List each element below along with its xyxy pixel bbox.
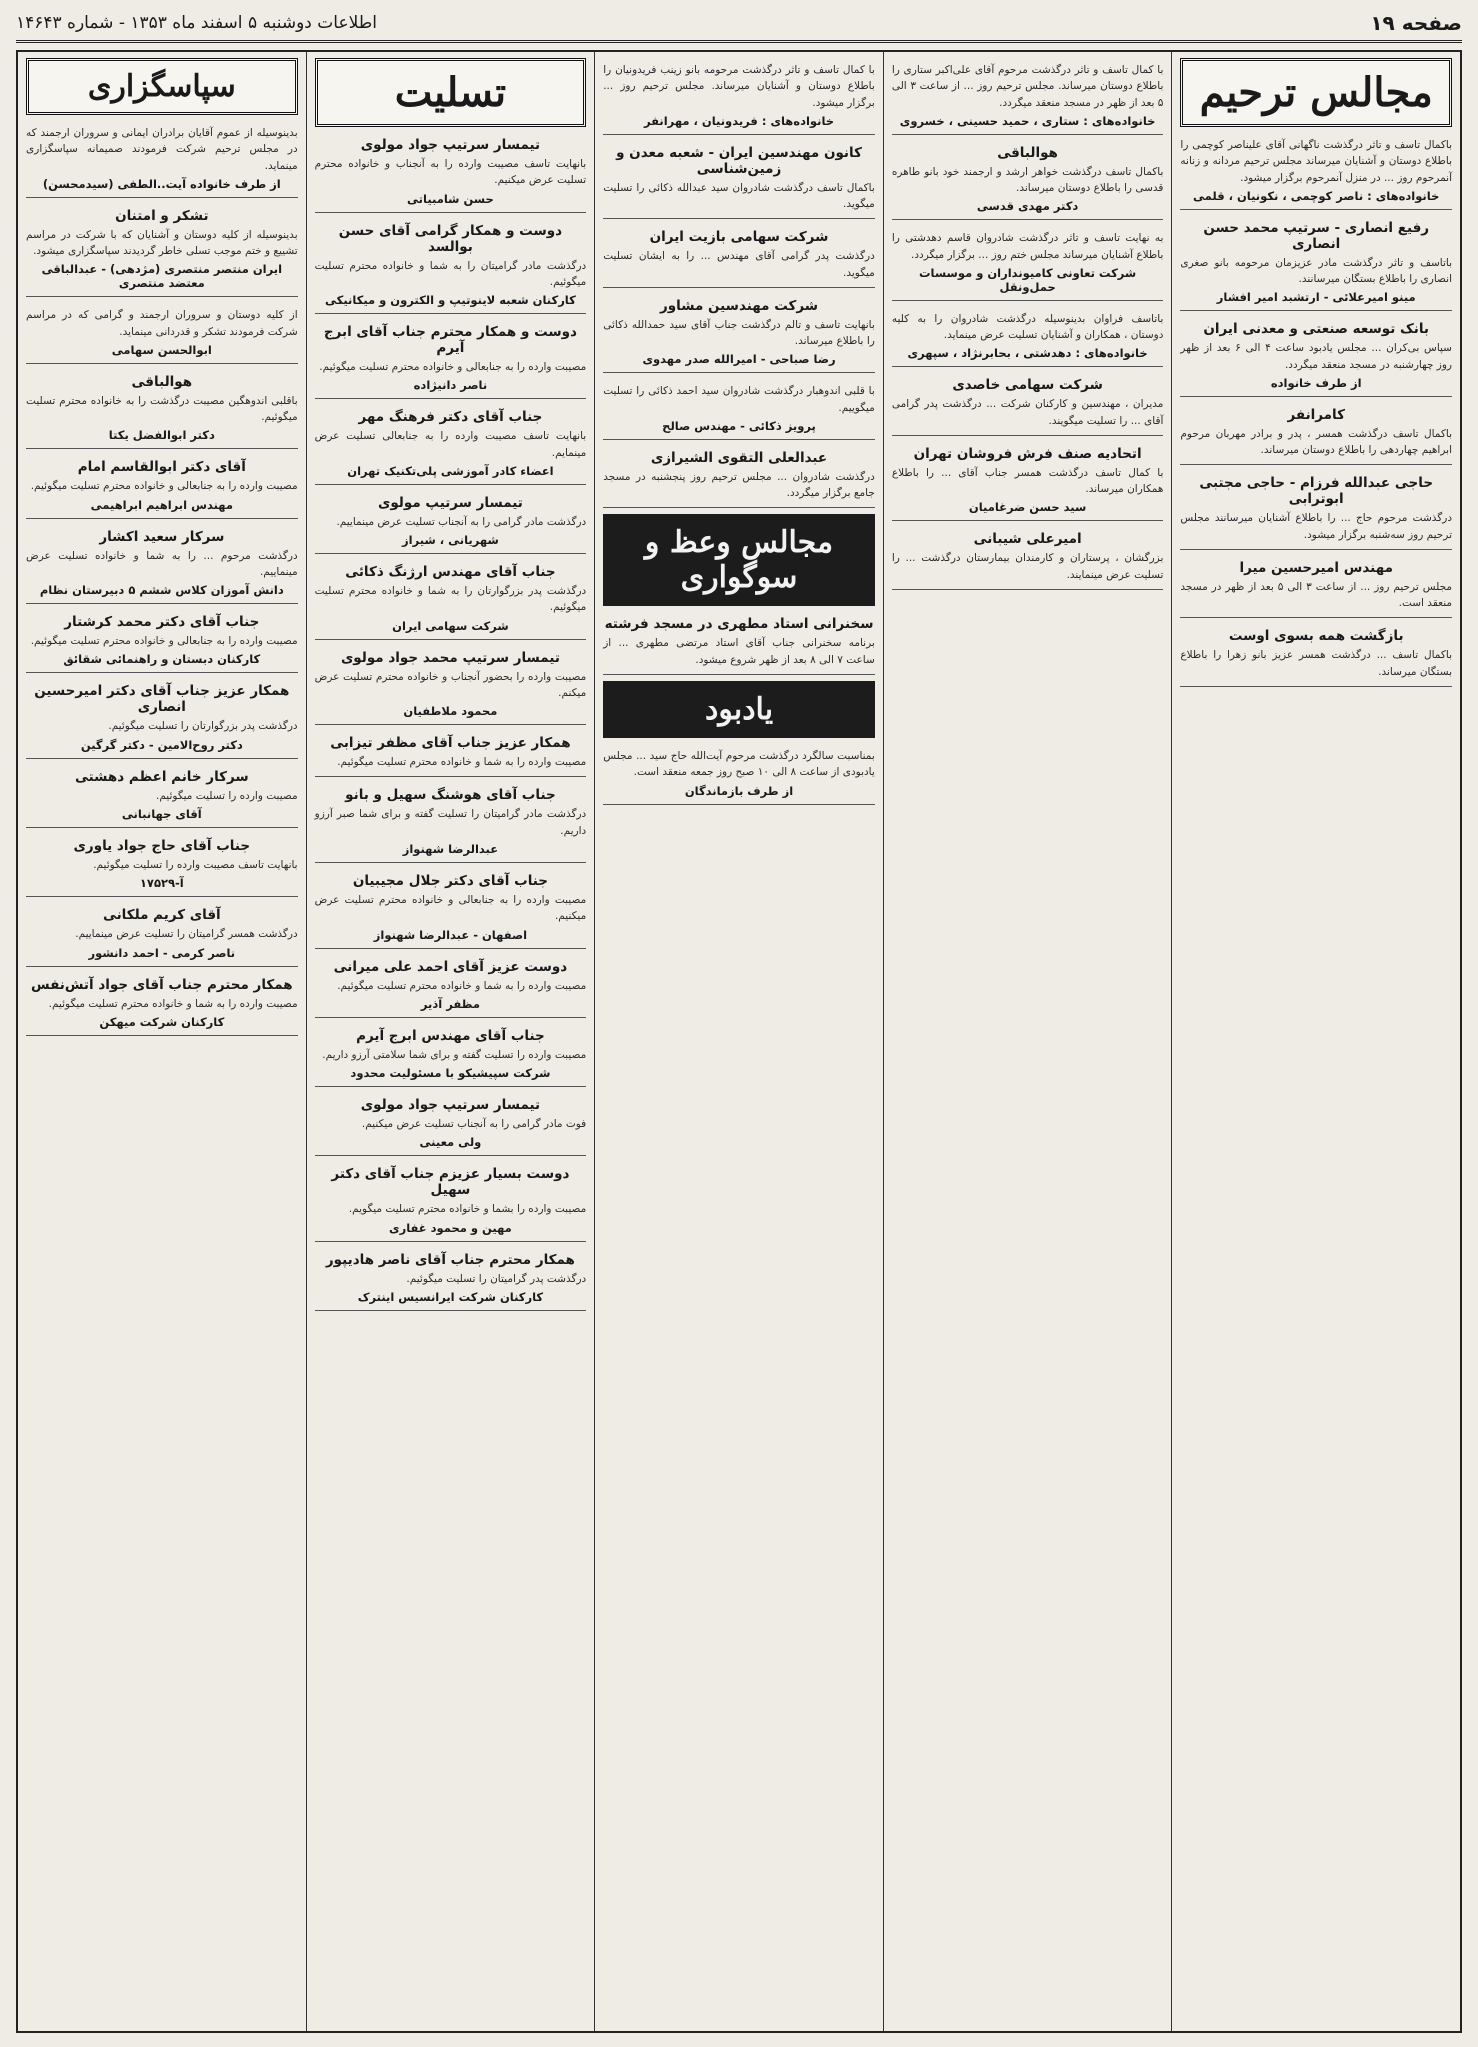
notice-text: بانهایت تاسف مصیبت وارده را تسلیت میگوئیم. <box>93 858 298 871</box>
notice-text: درگذشت مادر گرامی را به آنجناب تسلیت عرض مینماییم. <box>336 515 587 528</box>
notice-text: بانهایت تاسف مصیبت وارده را به جنابعالی تسلیت عرض مینمایم. <box>314 430 587 459</box>
notice-block <box>26 204 298 298</box>
notice-text: درگذشت پدر گرامی آقای مهندس ... را به ایشان تسلیت میگوید. <box>603 250 875 279</box>
notice-signature: خانواده‌های : ستاری ، حمید حسینی ، خسروی <box>899 113 1156 128</box>
notice-signature: خانواده‌های : دهدشتی ، بحابرنژاد ، سپهری <box>907 346 1148 361</box>
notice-block <box>315 1093 587 1156</box>
notice-block <box>892 141 1164 221</box>
notice-title: سرکار سعید اکشار <box>99 528 225 545</box>
notice-title: آقای دکتر ابوالقاسم امام <box>77 459 246 476</box>
notice-block <box>315 560 587 640</box>
notice-signature: دکتر ابوالفضل یکتا <box>108 428 215 443</box>
section-banner-sepasgozari: سپاسگزاری <box>26 58 298 115</box>
notice-text: باکمال تاسف درگذشت خواهر ارشد و ارجمند خود بانو طاهره قدسی را باطلاع دوستان میرساند. <box>891 165 1164 195</box>
notice-block <box>1180 471 1452 550</box>
notice-block <box>315 1024 587 1087</box>
notice-title: دوست و همکار محترم جناب آقای ابرج آیرم <box>323 324 577 357</box>
notice-block <box>1180 556 1452 619</box>
column-notices-2 <box>883 52 1172 2031</box>
notice-signature: پرویز ذکائی - مهندس صالح <box>662 418 816 433</box>
notice-signature: کارکنان دبستان و راهنمائی شقائق <box>63 652 261 667</box>
notice-text: مصیبت وارده را به جنابعالی و خانواده محترم تسلیت میگوئیم. <box>319 361 587 374</box>
notice-block <box>1180 624 1452 687</box>
notice-signature: عبدالرضا شهنواز <box>402 841 499 856</box>
notice-signature: خانواده‌های : فریدونیان ، مهرانفر <box>643 113 835 128</box>
notice-block <box>315 1248 587 1311</box>
notice-signature: سید حسن ضرغامیان <box>968 500 1087 515</box>
notice-block <box>315 955 587 1018</box>
notice-text: مصیبت وارده را به جنابعالی و خانواده محترم تسلیت میگوئیم. <box>30 635 298 648</box>
notice-title: مهندس امیرحسین میرا <box>1239 559 1393 576</box>
notice-signature: حسن شامبیاتی <box>407 191 494 206</box>
notice-block <box>26 765 298 828</box>
notice-text: بانهایت تاسف مصیبت وارده را به آنجناب و خانواده محترم تسلیت عرض میکنیم. <box>314 158 587 187</box>
notice-signature: ولی معینی <box>419 1135 482 1150</box>
notice-block <box>26 610 298 673</box>
notice-block <box>26 455 298 518</box>
notice-title: کامرانفر <box>1287 406 1345 423</box>
notice-text: با کمال تاسف و تاثر درگذشت مرحومه بانو زینب فریدونیان را باطلاع دوستان و آشنایان میرساند. مجلس ترحیم روز ... برگزار میشود. <box>603 64 875 109</box>
notice-title: بازگشت همه بسوی اوست <box>1228 628 1404 645</box>
notice-block <box>26 903 298 966</box>
notice-title: اتحادیه صنف فرش فروشان تهران <box>913 445 1142 462</box>
notice-text: مصیبت وارده را به جنابعالی و خانواده محترم تسلیت عرض میکنیم. <box>314 893 587 923</box>
notice-block <box>603 294 875 374</box>
notice-block <box>315 1162 587 1241</box>
notice-title: تیمسار سرتیپ محمد جواد مولوی <box>340 649 560 666</box>
notice-text: مصیبت وارده را به شما و خانواده محترم تسلیت میگوئیم. <box>337 756 587 769</box>
notice-signature: مهین و محمود غفاری <box>389 1220 512 1235</box>
notice-text: از کلیه دوستان و سروران ارجمند و گرامی که در مراسم شرکت فرمودند تشکر و قدردانی مینماید. <box>26 309 298 338</box>
notice-text: مصیبت وارده را به شما و خانواده محترم تسلیت میگوئیم. <box>337 979 587 992</box>
notice-text: باکمال تاسف و تاثر درگذشت ناگهانی آقای علیناصر کوچمی را باطلاع دوستان و آشنایان میرساند مجلس ترحیم مردانه و زنانه آنمرحوم روز ... در منزل آنمرحوم برگزار میشود. <box>1180 139 1452 184</box>
notice-title: امیرعلی شیبانی <box>973 531 1082 548</box>
notice-text: درگذشت مرحوم ... را به شما و خانواده تسلیت عرض مینماییم. <box>26 549 298 578</box>
notice-title: رفیع انصاری - سرتیپ محمد حسن انصاری <box>1203 219 1430 252</box>
notice-text: مصیبت وارده را به شما و خانواده محترم تسلیت میگوئیم. <box>48 997 298 1010</box>
notice-block <box>892 527 1164 590</box>
notice-signature: دانش آموزان کلاس ششم ۵ دبیرستان نظام <box>39 583 284 598</box>
notice-text: مصیبت وارده را بحضور آنجناب و خانواده محترم تسلیت عرض میکنم. <box>314 670 587 699</box>
notice-title: جناب آقای مهندس ابرج آیرم <box>356 1027 545 1044</box>
notice-text: باتاسف فراوان بدینوسیله درگذشت شادروان را به کلیه دوستان ، همکاران و آشنایان تسلیت عرض مینماید. <box>891 312 1164 342</box>
notice-block <box>603 58 875 135</box>
notice-block <box>26 834 298 897</box>
notice-signature: شرکت سپیشیکو با مسئولیت محدود <box>350 1066 551 1081</box>
notice-signature: از طرف خانواده <box>1270 375 1362 390</box>
notice-title: جناب آقای دکتر جلال مجیبیان <box>352 872 549 889</box>
notice-text: درگذشت پدر گرامیتان را تسلیت میگوئیم. <box>406 1272 587 1285</box>
section-banner-taslit: تسلیت <box>315 58 587 127</box>
page-number: صفحه ۱۹ <box>1370 11 1462 35</box>
notice-signature: شرکت سهامی ایران <box>392 618 509 633</box>
notice-signature: کارکنان شرکت میهکن <box>99 1014 225 1029</box>
notice-text: درگذشت مرحوم حاج ... را باطلاع آشنایان میرسانند مجلس ترحیم روز سه‌شنبه برگزار میشود. <box>1180 512 1452 541</box>
notice-block <box>315 783 587 863</box>
notice-title: همکار محترم جناب آقای ناصر هادیپور <box>325 1251 575 1268</box>
notice-title: بانک توسعه صنعتی و معدنی ایران <box>1203 321 1430 338</box>
notice-text: باتاسف و تاثر درگذشت مادر عزیزمان مرحومه بانو صغری انصاری را باطلاع بستگان میرسانند. <box>1180 256 1452 286</box>
notice-title: هوالباقی <box>997 144 1058 161</box>
notice-block <box>26 303 298 364</box>
notice-title: دوست عزیز آقای احمد علی میرانی <box>333 958 568 975</box>
notice-text: مجلس ترحیم روز ... از ساعت ۳ الی ۵ بعد از ظهر در مسجد منعقد است. <box>1180 580 1452 610</box>
notice-block <box>603 141 875 220</box>
notice-text: درگذشت همسر گرامیتان را تسلیت عرض مینماییم. <box>75 928 298 941</box>
notice-block <box>315 646 587 726</box>
memorial-signature: از طرف بازماندگان <box>684 783 794 798</box>
notice-signature: آقای جهانبانی <box>121 806 202 821</box>
notice-title: جناب آقای حاج جواد یاوری <box>73 837 251 854</box>
masthead-line: اطلاعات دوشنبه ۵ اسفند ماه ۱۳۵۳ - شماره ۱۴۶۴۳ <box>16 13 378 33</box>
notice-signature: مینو امیرعلائی - ارتشبد امیر افشار <box>1216 290 1416 305</box>
notice-text: سپاس بی‌کران ... مجلس یادبود ساعت ۴ الی ۶ بعد از ظهر روز چهارشنبه در مسجد منعقد میگردد. <box>1180 342 1452 371</box>
notice-block <box>26 525 298 605</box>
column-notices-3 <box>594 52 883 2031</box>
notice-block <box>892 58 1164 135</box>
notice-block <box>26 973 298 1036</box>
notice-text: مدیران ، مهندسین و کارکنان شرکت ... درگذشت پدر گرامی آقای ... را تسلیت میگویند. <box>891 398 1164 427</box>
notice-signature: مظفر آذیر <box>420 996 480 1011</box>
notice-title: همکار محترم جناب آقای جواد آتش‌نفس <box>30 976 293 993</box>
notice-text: به نهایت تاسف و تاثر درگذشت شادروان قاسم دهدشتی را باطلاع آشنایان میرساند مجلس ختم روز ... برگزار میگردد. <box>891 232 1164 261</box>
notice-signature: ناصر دانیژاده <box>413 378 488 393</box>
notice-title: شرکت مهندسین مشاور <box>659 297 819 314</box>
notice-block <box>1180 403 1452 466</box>
notice-text: باقلبی اندوهگین مصیبت درگذشت را به خانواده محترم تسلیت میگوئیم. <box>26 394 298 424</box>
notice-title: دوست بسیار عزیزم جناب آقای دکتر سهیل <box>331 1166 570 1199</box>
notice-block <box>892 226 1164 301</box>
notice-title: تیمسار سرتیپ جواد مولوی <box>360 1097 541 1114</box>
sermon-notice <box>603 612 875 675</box>
notice-block <box>1180 216 1452 312</box>
notice-block <box>892 373 1164 436</box>
notice-signature: شرکت تعاونی کامیونداران و موسسات حمل‌ونقل <box>918 265 1137 294</box>
notice-text: با کمال تاسف و تاثر درگذشت مرحوم آقای علی‌اکبر ستاری را باطلاع دوستان میرساند. مجلس ترحیم روز ... از ساعت ۳ الی ۵ بعد از ظهر در مسجد منعقد میگردد. <box>891 64 1164 109</box>
notice-title: سرکار خانم اعظم دهشتی <box>74 768 249 785</box>
notice-block <box>603 379 875 440</box>
notice-block <box>26 370 298 450</box>
notice-text: با قلبی اندوهبار درگذشت شادروان سید احمد ذکائی را تسلیت میگوییم. <box>603 385 875 414</box>
notice-title: همکار عزیز جناب آقای مظفر تیزابی <box>330 735 571 752</box>
notice-block <box>26 121 298 198</box>
notice-text: بدینوسیله از عموم آقایان برادران ایمانی و سروران ارجمند که در مجلس ترحیم شرکت فرمودند صمیمانه سپاسگزاری مینماید. <box>26 127 298 172</box>
notice-signature: از طرف خانواده آیت..الطفی (سیدمحسن) <box>42 176 281 191</box>
notice-signature: آ-۱۷۵۲۹ <box>139 876 184 891</box>
notice-block <box>892 307 1164 368</box>
notice-title: تشکر و امتنان <box>115 207 209 224</box>
notice-text: درگذشت پدر بزرگوارتان را تسلیت میگوئیم. <box>108 720 298 733</box>
notice-block <box>603 446 875 509</box>
notice-title: حاجی عبدالله فرزام - حاجی مجتبی ابوترابی <box>1199 475 1434 508</box>
notice-signature: رضا صباحی - امیرالله صدر مهدوی <box>642 352 836 367</box>
notice-text: درگذشت شادروان ... مجلس ترحیم روز پنجشنبه در مسجد جامع برگزار میگردد. <box>603 470 875 500</box>
notice-signature: مهندس ابراهیم ابراهیمی <box>90 497 233 512</box>
notice-block <box>315 869 587 949</box>
notice-signature: دکتر مهدی قدسی <box>976 199 1079 214</box>
notice-title: عبدالعلی التقوی الشیرازی <box>650 449 828 466</box>
notice-title: همکار عزیز جناب آقای دکتر امیرحسین انصاری <box>34 683 290 716</box>
notice-text: مصیبت وارده را تسلیت میگوئیم. <box>155 789 298 802</box>
notice-text: بانهایت تاسف و تالم درگذشت جناب آقای سید حمدالله ذکائی را باطلاع میرساند. <box>603 318 875 348</box>
column-taslit <box>306 52 595 2031</box>
notice-title: جناب آقای مهندس ارژنگ ذکائی <box>345 564 556 581</box>
notice-block <box>26 679 298 758</box>
notice-title: شرکت سهامی خاصدی <box>952 377 1103 394</box>
page-header <box>16 6 1462 43</box>
memorial-notice <box>603 744 875 805</box>
notice-block <box>892 442 1164 522</box>
notice-text: مصیبت وارده را بشما و خانواده محترم تسلیت میگویم. <box>348 1203 587 1216</box>
notice-title: کانون مهندسین ایران - شعبه معدن و زمین‌شناسی <box>616 144 862 177</box>
column-majales-tarhim <box>1171 52 1460 2031</box>
notice-block <box>315 731 587 777</box>
notice-title: شرکت سهامی بازیت ایران <box>649 229 829 246</box>
notice-signature: ابوالحسن سهامی <box>111 342 212 357</box>
notice-signature: دکتر روح‌الامین - دکتر گرگین <box>80 737 243 752</box>
notice-block <box>315 320 587 399</box>
notice-signature: خانواده‌های : ناصر کوچمی ، نکونیان ، قلمی <box>1193 188 1440 203</box>
memorial-text: بمناسبت سالگرد درگذشت مرحوم آیت‌الله حاج سید ... مجلس یادبودی از ساعت ۸ الی ۱۰ صبح روز جمعه منعقد است. <box>603 749 875 779</box>
notice-text: بدینوسیله از کلیه دوستان و آشنایان که با شرکت در مراسم تشییع و ختم موجب تسلی خاطر گردیدند سپاسگزاری میشود. <box>26 228 298 258</box>
notice-block <box>315 491 587 554</box>
section-banner-yadbood: یادبود <box>603 681 875 738</box>
notice-title: تیمسار سرتیپ جواد مولوی <box>360 137 541 153</box>
notice-signature: ایران منتصر منتصری (مژدهی) - عبدالباقی معتضد منتصری <box>41 262 283 291</box>
notice-block <box>1180 317 1452 397</box>
notice-signature: اصفهان - عبدالرضا شهنواز <box>373 927 528 942</box>
notice-text: درگذشت پدر بزرگوارتان را به شما و خانواده محترم تسلیت میگوئیم. <box>314 585 587 614</box>
sermon-text: برنامه سخنرانی جناب آقای استاد مرتضی مطهری ... از ساعت ۷ الی ۸ بعد از ظهر شروع میشود. <box>603 637 875 666</box>
notice-text: بزرگشان ، پرستاران و کارمندان بیمارستان درگذشت ... را تسلیت عرض مینمایند. <box>891 552 1164 581</box>
notice-text: فوت مادر گرامی را به آنجناب تسلیت عرض میکنیم. <box>361 1118 587 1131</box>
notice-title: تیمسار سرتیپ مولوی <box>377 494 523 511</box>
notice-title: جناب آقای دکتر فرهنگ مهر <box>358 409 543 426</box>
columns-area <box>16 50 1462 2033</box>
notice-block <box>1180 133 1452 210</box>
notice-title: جناب آقای هوشنگ سهیل و بانو <box>345 787 556 804</box>
notice-title: جناب آقای دکتر محمد کرشتار <box>64 614 260 631</box>
notice-text: مصیبت وارده را تسلیت گفته و برای شما سلامتی آرزو داریم. <box>322 1048 587 1061</box>
notice-signature: محمود ملاطفیان <box>403 704 498 719</box>
notice-signature: شهریانی ، شیراز <box>402 533 499 548</box>
section-banner-vaz: مجالس وعظ و سوگواری <box>603 514 875 606</box>
notice-block <box>315 219 587 315</box>
notice-block <box>315 133 587 213</box>
notice-title: آقای کریم ملکانی <box>102 907 221 924</box>
sermon-title: سخنرانی استاد مطهری در مسجد فرشته <box>604 616 874 633</box>
notice-signature: کارکنان شرکت ایرانسیس اینترک <box>357 1289 544 1304</box>
notice-text: درگذشت مادر گرامیتان را به شما و خانواده محترم تسلیت میگوئیم. <box>314 259 587 288</box>
notice-title: هوالباقی <box>131 373 193 390</box>
notice-text: باکمال تاسف درگذشت شادروان سید عبدالله ذکائی را تسلیت میگوید. <box>603 181 875 211</box>
notice-text: درگذشت مادر گرامیتان را تسلیت گفته و برای شما صبر آرزو داریم. <box>314 808 587 837</box>
notice-block <box>315 405 587 485</box>
notice-text: باکمال تاسف درگذشت همسر ، پدر و برادر مهربان مرحوم ابراهیم چهاردهی را باطلاع دوستان میرساند. <box>1180 427 1452 457</box>
section-banner-tarhim: مجالس ترحیم <box>1180 58 1452 127</box>
notice-block <box>603 225 875 288</box>
notice-text: مصیبت وارده را به جنابعالی و خانواده محترم تسلیت میگوئیم. <box>30 480 298 493</box>
notice-title: دوست و همکار گرامی آقای حسن بوالسد <box>338 222 563 255</box>
column-sepasgozari <box>18 52 306 2031</box>
notice-text: باکمال تاسف ... درگذشت همسر عزیز بانو زهرا را باطلاع بستگان میرساند. <box>1180 649 1452 678</box>
notice-signature: کارکنان شعبه لاینوتیپ و الکترون و میکانیکی <box>325 293 576 308</box>
notice-signature: اعضاء کادر آموزشی پلی‌تکنیک تهران <box>347 463 554 478</box>
notice-signature: ناصر کرمی - احمد دانشور <box>88 945 236 960</box>
notice-text: با کمال تاسف درگذشت همسر جناب آقای ... را باطلاع همکاران میرساند. <box>891 466 1164 496</box>
